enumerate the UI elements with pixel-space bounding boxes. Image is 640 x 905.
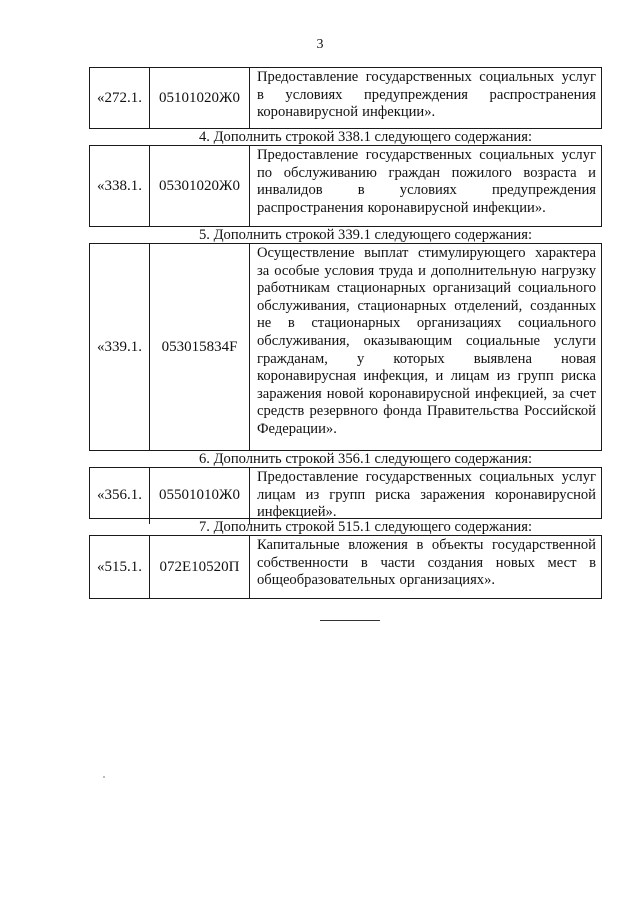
instruction-7: 7. Дополнить строкой 515.1 следующего содержания: — [198, 519, 532, 535]
instruction-6: 6. Дополнить строкой 356.1 следующего содержания: — [198, 451, 532, 467]
row-number: «515.1. — [90, 536, 150, 598]
instruction-4: 4. Дополнить строкой 338.1 следующего содержания: — [198, 129, 532, 145]
row-description: Осуществление выплат стимулирующего характера за особые условия труда и дополнительную нагрузку работникам стационарных организаций социального обслуживания, стационарных отделений, созданных не в стационарных организациях социального обслуживания, оказывающим социальные услуги гражданам, у которых выявлена новая коронавирусная инфекция, и лицам из групп риска заражения новой коронавирусной инфекцией, за счет средств резервного фонда Правительства Российской Федерации». — [257, 245, 596, 437]
instruction-5: 5. Дополнить строкой 339.1 следующего содержания: — [198, 227, 532, 243]
closing-rule — [320, 620, 380, 621]
table-row-338-1 — [89, 145, 602, 227]
row-code: 053015834F — [150, 244, 250, 450]
row-description: Предоставление государственных социальных услуг по обслуживанию граждан пожилого возраста и инвалидов в условиях предупреждения распространения коронавирусной инфекции». — [257, 147, 596, 216]
row-code: 072E10520П — [150, 536, 250, 598]
page-number: 3 — [316, 37, 324, 52]
table-row-272-1 — [89, 67, 602, 129]
document-body — [89, 67, 602, 599]
row-number: «272.1. — [90, 68, 150, 128]
row-description: Предоставление государственных социальных услуг в условиях предупреждения распространения коронавирусной инфекции». — [257, 69, 596, 121]
scan-speck — [103, 776, 105, 778]
row-code: 05101020Ж0 — [150, 68, 250, 128]
row-code: 05501010Ж0 — [150, 468, 250, 524]
row-code: 05301020Ж0 — [150, 146, 250, 226]
row-description: Капитальные вложения в объекты государственной собственности в части создания новых мест в общеобразовательных организациях». — [257, 537, 596, 589]
row-number: «356.1. — [90, 468, 150, 524]
row-description: Предоставление государственных социальных услуг лицам из групп риска заражения коронавирусной инфекцией». — [257, 469, 596, 521]
table-row-515-1 — [89, 535, 602, 599]
row-number: «339.1. — [90, 244, 150, 450]
table-row-356-1 — [89, 467, 602, 519]
row-number: «338.1. — [90, 146, 150, 226]
table-row-339-1 — [89, 243, 602, 451]
